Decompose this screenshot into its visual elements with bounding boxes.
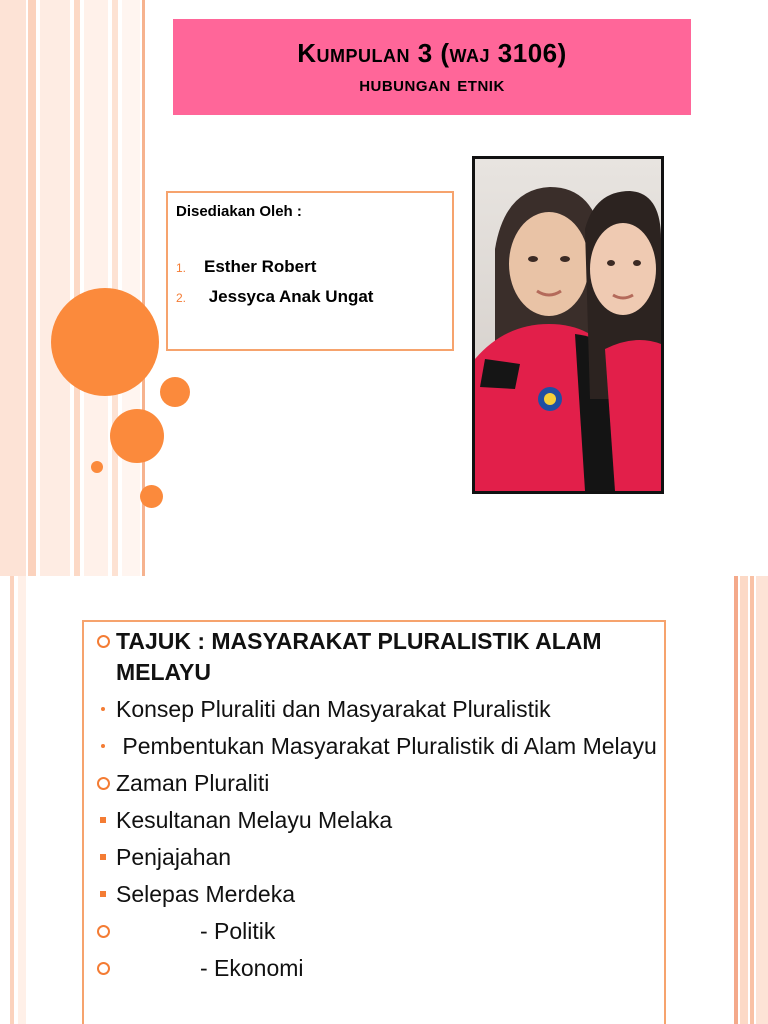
author-item: [176, 287, 373, 317]
topic-item-text: Zaman Pluraliti: [116, 770, 270, 796]
topic-item: [90, 626, 658, 688]
decor-stripe: [0, 0, 26, 576]
topic-item-text: Selepas Merdeka: [116, 881, 295, 907]
decor-stripe: [734, 576, 738, 1024]
author-item: [176, 257, 373, 287]
bullet-icon: [90, 953, 116, 975]
bullet-icon: [90, 731, 116, 748]
decor-stripe: [40, 0, 70, 576]
decor-stripe: [74, 0, 80, 576]
decor-circle-small: [140, 485, 163, 508]
slide-2: [0, 576, 768, 1024]
topic-item: [90, 879, 658, 910]
decor-stripe: [750, 576, 754, 1024]
topic-box: [82, 620, 666, 1024]
topic-list: [90, 626, 658, 990]
decor-stripe: [740, 576, 748, 1024]
topic-item-text: TAJUK : MASYARAKAT PLURALISTIK ALAM MELAYU: [116, 628, 608, 685]
bullet-icon: [90, 626, 116, 648]
decor-circle-medium: [110, 409, 164, 463]
topic-item: [90, 768, 658, 799]
slide-title: Kumpulan 3 (waj 3106): [297, 38, 567, 68]
decor-stripe: [28, 0, 36, 576]
decor-stripe: [10, 576, 14, 1024]
topic-item-text: Konsep Pluraliti dan Masyarakat Pluralistik: [116, 696, 551, 722]
bullet-icon: [90, 694, 116, 711]
topic-item-text: Penjajahan: [116, 844, 232, 870]
slide-subtitle: hubungan etnik: [359, 71, 505, 96]
topic-item: [90, 805, 658, 836]
bullet-icon: [90, 916, 116, 938]
decor-circle-small: [160, 377, 190, 407]
title-banner: [173, 19, 691, 115]
topic-item-text: - Ekonomi: [200, 955, 304, 981]
bullet-icon: [90, 805, 116, 823]
decor-stripe: [122, 0, 140, 576]
topic-item: [90, 953, 658, 984]
author-name: Esther Robert: [204, 257, 317, 276]
decor-circle-large: [51, 288, 159, 396]
bullet-icon: [90, 879, 116, 897]
authors-heading: Disediakan Oleh :: [176, 203, 302, 220]
authors-list: [176, 257, 373, 317]
topic-item: [90, 842, 658, 873]
author-number: 2.: [176, 291, 187, 305]
bullet-icon: [90, 768, 116, 790]
topic-item-text: Kesultanan Melayu Melaka: [116, 807, 393, 833]
topic-item-text: Pembentukan Masyarakat Pluralistik di Alam Melayu: [116, 733, 657, 759]
author-number: 1.: [176, 261, 187, 275]
decor-stripe: [18, 576, 26, 1024]
decor-circle-tiny: [91, 461, 103, 473]
topic-item: [90, 694, 658, 725]
group-photo: [472, 156, 664, 494]
topic-item-text: - Politik: [200, 918, 276, 944]
authors-box: [166, 191, 454, 351]
decor-stripe: [756, 576, 768, 1024]
topic-item: [90, 731, 658, 762]
group-photo-icon: [475, 159, 661, 491]
topic-item: [90, 916, 658, 947]
author-name: Jessyca Anak Ungat: [204, 287, 374, 306]
bullet-icon: [90, 842, 116, 860]
